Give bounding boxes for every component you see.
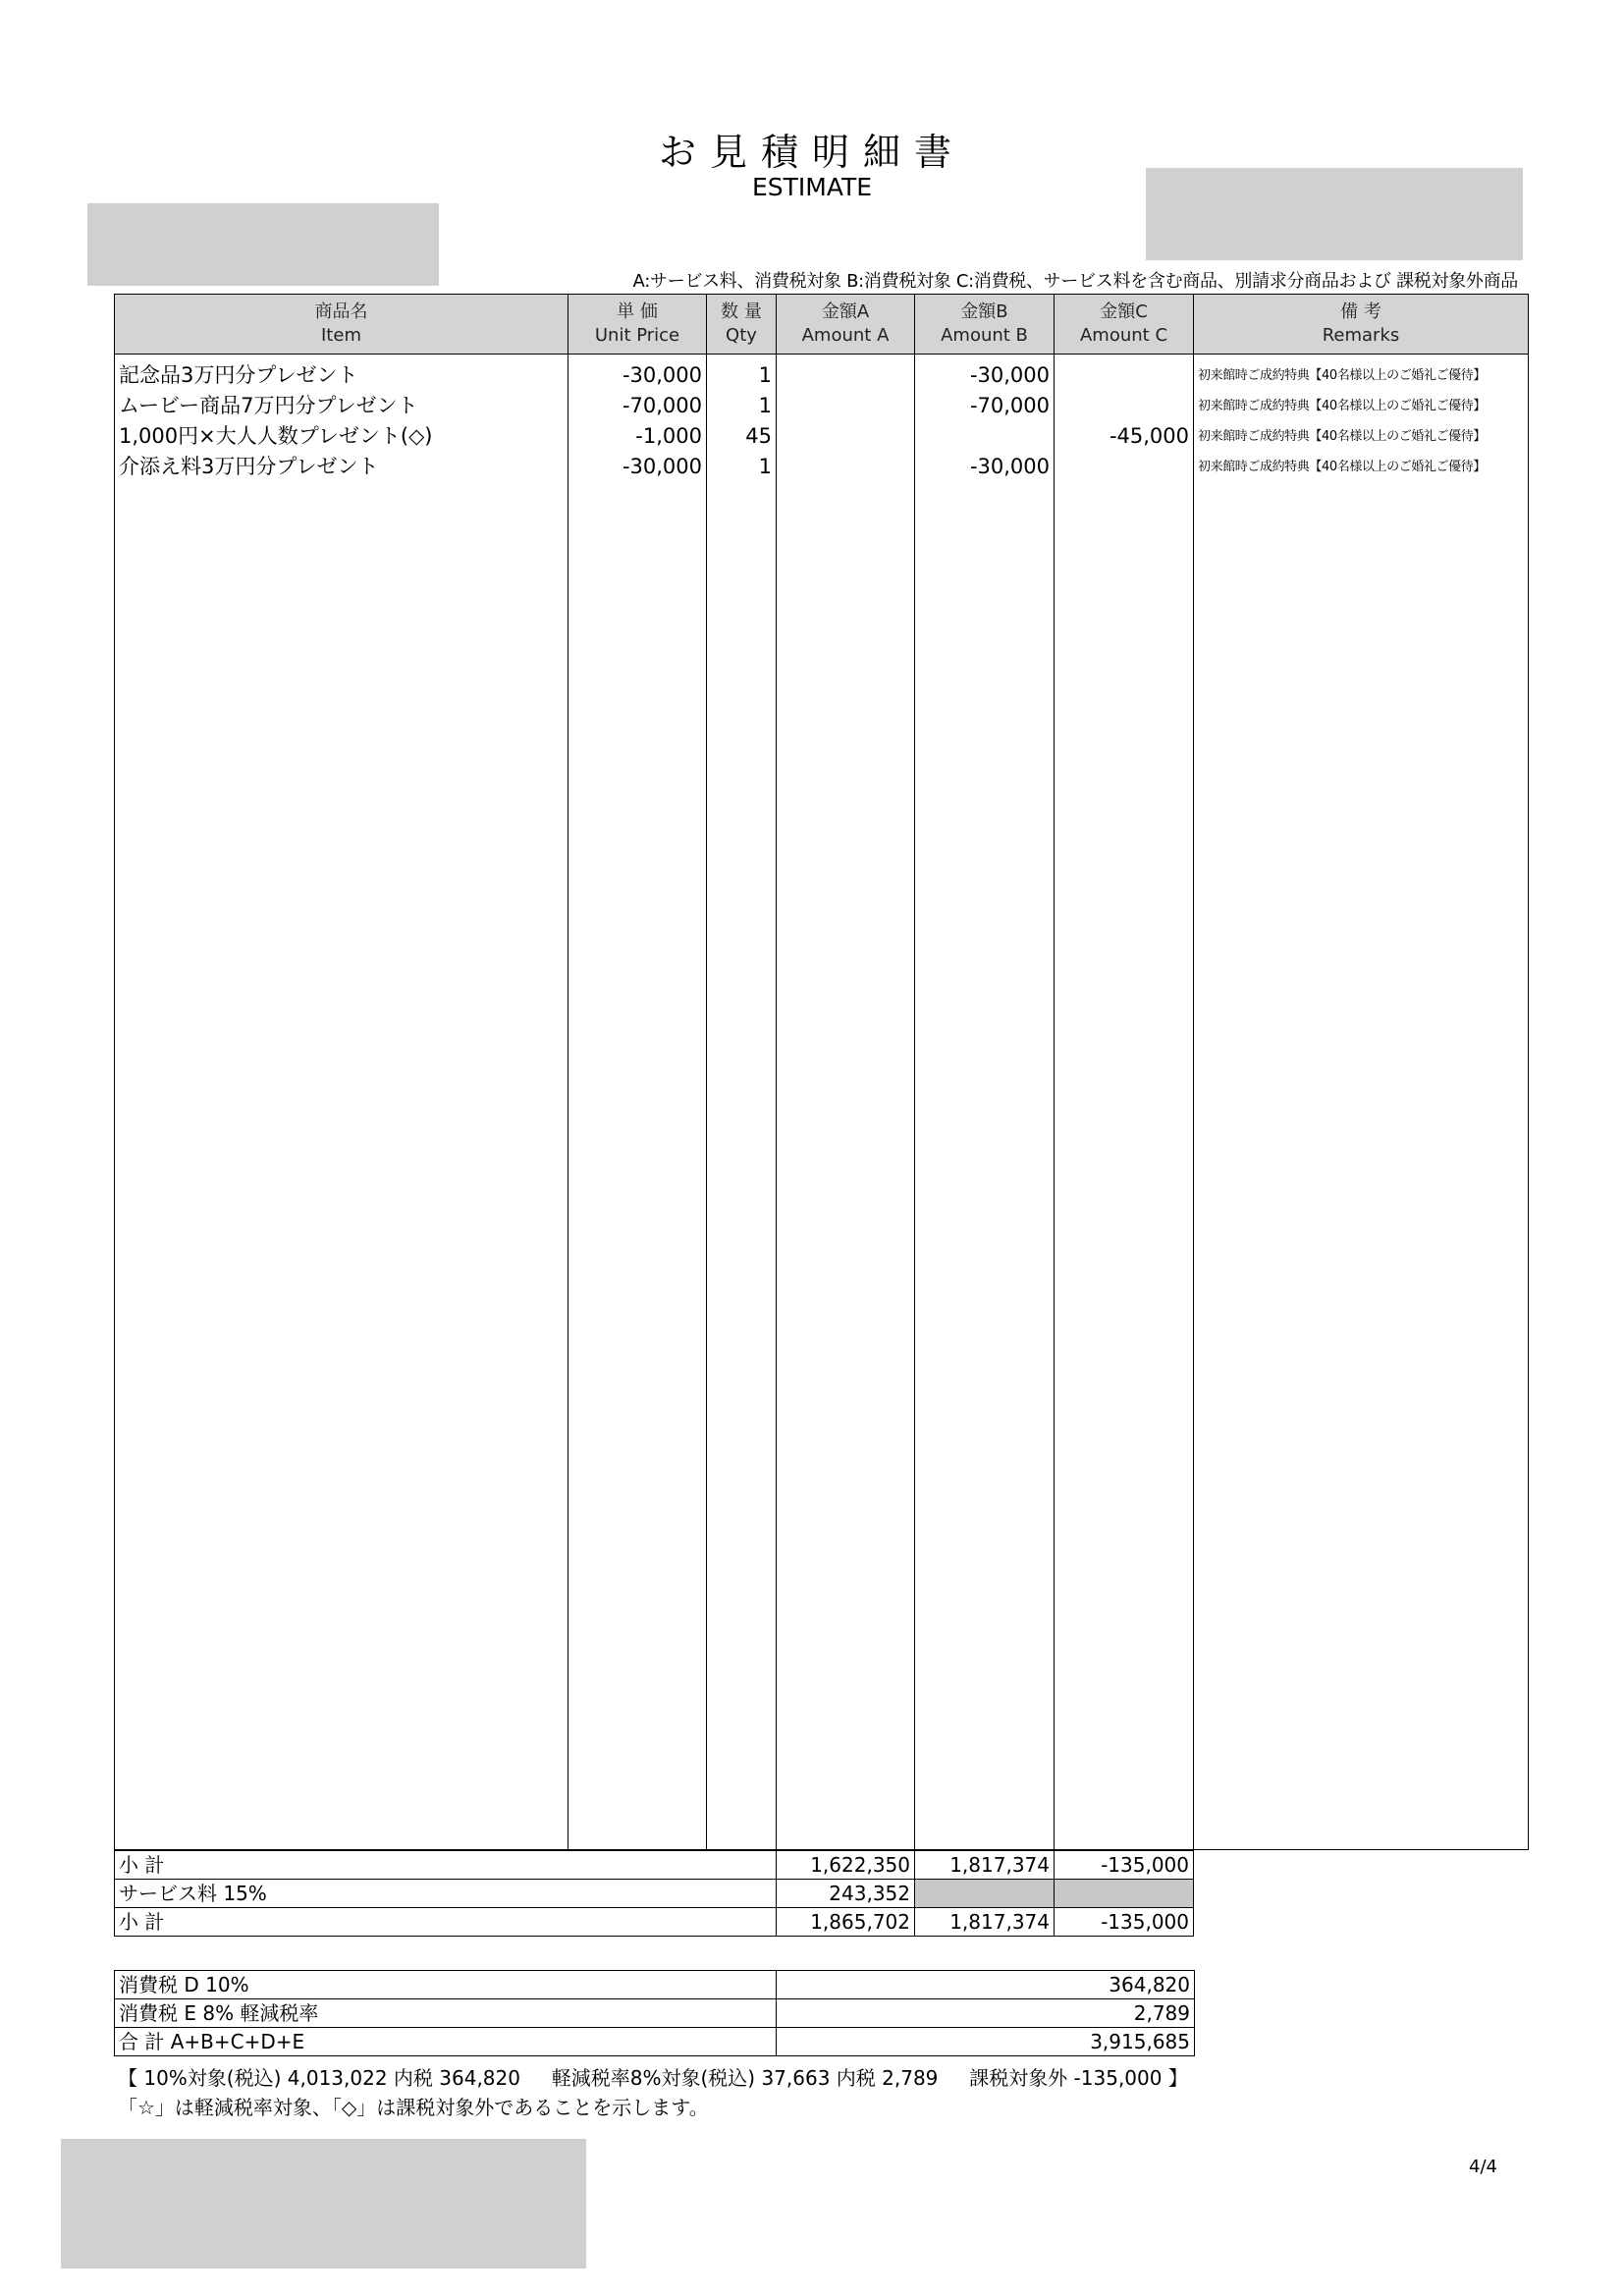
grand-total-label: 合 計 A+B+C+D+E	[115, 2028, 777, 2056]
table-cell-unit-price: -30,000	[622, 363, 702, 387]
column-header-amount-b: 金額B Amount B	[915, 295, 1055, 355]
tax-label: 消費税 E 8% 軽減税率	[115, 1999, 777, 2028]
subtotal-table	[114, 1850, 1194, 1937]
subtotal-amount-c: -135,000	[1055, 1908, 1194, 1937]
document-subtitle: ESTIMATE	[751, 173, 873, 201]
tax-value: 364,820	[777, 1971, 1195, 1999]
table-cell-amount-b: -70,000	[969, 394, 1050, 417]
table-cell-qty: 45	[745, 424, 772, 448]
table-cell-qty: 1	[758, 394, 772, 417]
redacted-block-bottom	[61, 2139, 586, 2269]
tax-row	[115, 1971, 1195, 1999]
subtotal-amount-b: 1,817,374	[915, 1908, 1055, 1937]
table-cell-amount-b	[919, 421, 1050, 452]
table-cell-unit-price: -30,000	[622, 455, 702, 478]
amount-b-column	[915, 355, 1055, 1850]
redacted-block-right	[1146, 168, 1523, 260]
table-cell-remarks: 初来館時ご成約特典【40名様以上のご婚礼ご優待】	[1198, 429, 1486, 444]
column-header-amount-c: 金額C Amount C	[1055, 295, 1194, 355]
remarks-column	[1194, 355, 1529, 1850]
table-cell-remarks: 初来館時ご成約特典【40名様以上のご婚礼ご優待】	[1198, 399, 1486, 413]
service-charge-amount-c	[1055, 1880, 1194, 1908]
table-cell-qty: 1	[758, 363, 772, 387]
amount-c-column	[1055, 355, 1194, 1850]
redacted-block-left	[87, 203, 439, 286]
page-number: 4/4	[1469, 2157, 1497, 2177]
service-charge-amount-b	[915, 1880, 1055, 1908]
service-charge-row	[115, 1880, 1194, 1908]
table-cell-item: ムービー商品7万円分プレゼント	[119, 394, 418, 417]
table-cell-item: 記念品3万円分プレゼント	[119, 363, 358, 387]
subtotal-label: 小 計	[115, 1851, 777, 1880]
table-cell-remarks: 初来館時ご成約特典【40名様以上のご婚礼ご優待】	[1198, 368, 1486, 383]
table-cell-amount-c	[1058, 360, 1189, 391]
service-charge-label: サービス料 15%	[115, 1880, 777, 1908]
subtotal-amount-a: 1,622,350	[777, 1851, 915, 1880]
table-cell-item: 1,000円×大人人数プレゼント(◇)	[119, 424, 433, 448]
document-title: お見積明細書	[658, 131, 965, 174]
tax-value: 2,789	[777, 1999, 1195, 2028]
table-body	[115, 355, 1529, 1850]
table-cell-unit-price: -70,000	[622, 394, 702, 417]
table-cell-amount-a	[781, 421, 910, 452]
subtotal-label: 小 計	[115, 1908, 777, 1937]
footnote: 「☆」は軽減税率対象、「◇」は課税対象外であることを示します。	[118, 2096, 709, 2119]
table-cell-item: 介添え料3万円分プレゼント	[119, 455, 379, 478]
table-cell-remarks: 初来館時ご成約特典【40名様以上のご婚礼ご優待】	[1198, 460, 1486, 474]
subtotal-row	[115, 1851, 1194, 1880]
table-cell-qty: 1	[758, 455, 772, 478]
tax-label: 消費税 D 10%	[115, 1971, 777, 1999]
amount-a-column	[777, 355, 915, 1850]
qty-column	[707, 355, 777, 1850]
table-cell-amount-c	[1058, 452, 1189, 482]
subtotal-amount-c: -135,000	[1055, 1851, 1194, 1880]
subtotal-amount-b: 1,817,374	[915, 1851, 1055, 1880]
tax-summary: 【 10%対象(税込) 4,013,022 内税 364,820 軽減税率8%対象(税込) 37,663 内税 2,789 課税対象外 -135,000 】	[118, 2066, 1188, 2090]
table-cell-amount-b: -30,000	[969, 363, 1050, 387]
item-column	[115, 355, 568, 1850]
table-cell-unit-price: -1,000	[635, 424, 702, 448]
table-cell-amount-a	[781, 452, 910, 482]
unit-price-column	[568, 355, 707, 1850]
table-cell-amount-a	[781, 391, 910, 421]
tax-table	[114, 1970, 1195, 2056]
subtotal-amount-a: 1,865,702	[777, 1908, 915, 1937]
column-header-remarks: 備 考 Remarks	[1194, 295, 1529, 355]
column-header-unit-price: 単 価 Unit Price	[568, 295, 707, 355]
service-charge-amount-a: 243,352	[777, 1880, 915, 1908]
table-cell-amount-b: -30,000	[969, 455, 1050, 478]
subtotal-row	[115, 1908, 1194, 1937]
table-cell-amount-a	[781, 360, 910, 391]
amount-legend: A:サービス料、消費税対象 B:消費税対象 C:消費税、サービス料を含む商品、別請求分商品および 課税対象外商品	[632, 271, 1518, 292]
grand-total-row	[115, 2028, 1195, 2056]
items-table	[114, 294, 1529, 1850]
column-header-item: 商品名 Item	[115, 295, 568, 355]
grand-total-value: 3,915,685	[777, 2028, 1195, 2056]
column-header-amount-a: 金額A Amount A	[777, 295, 915, 355]
table-cell-amount-c: -45,000	[1109, 424, 1189, 448]
column-header-qty: 数 量 Qty	[707, 295, 777, 355]
tax-row	[115, 1999, 1195, 2028]
table-cell-amount-c	[1058, 391, 1189, 421]
table-header-row	[115, 295, 1529, 355]
